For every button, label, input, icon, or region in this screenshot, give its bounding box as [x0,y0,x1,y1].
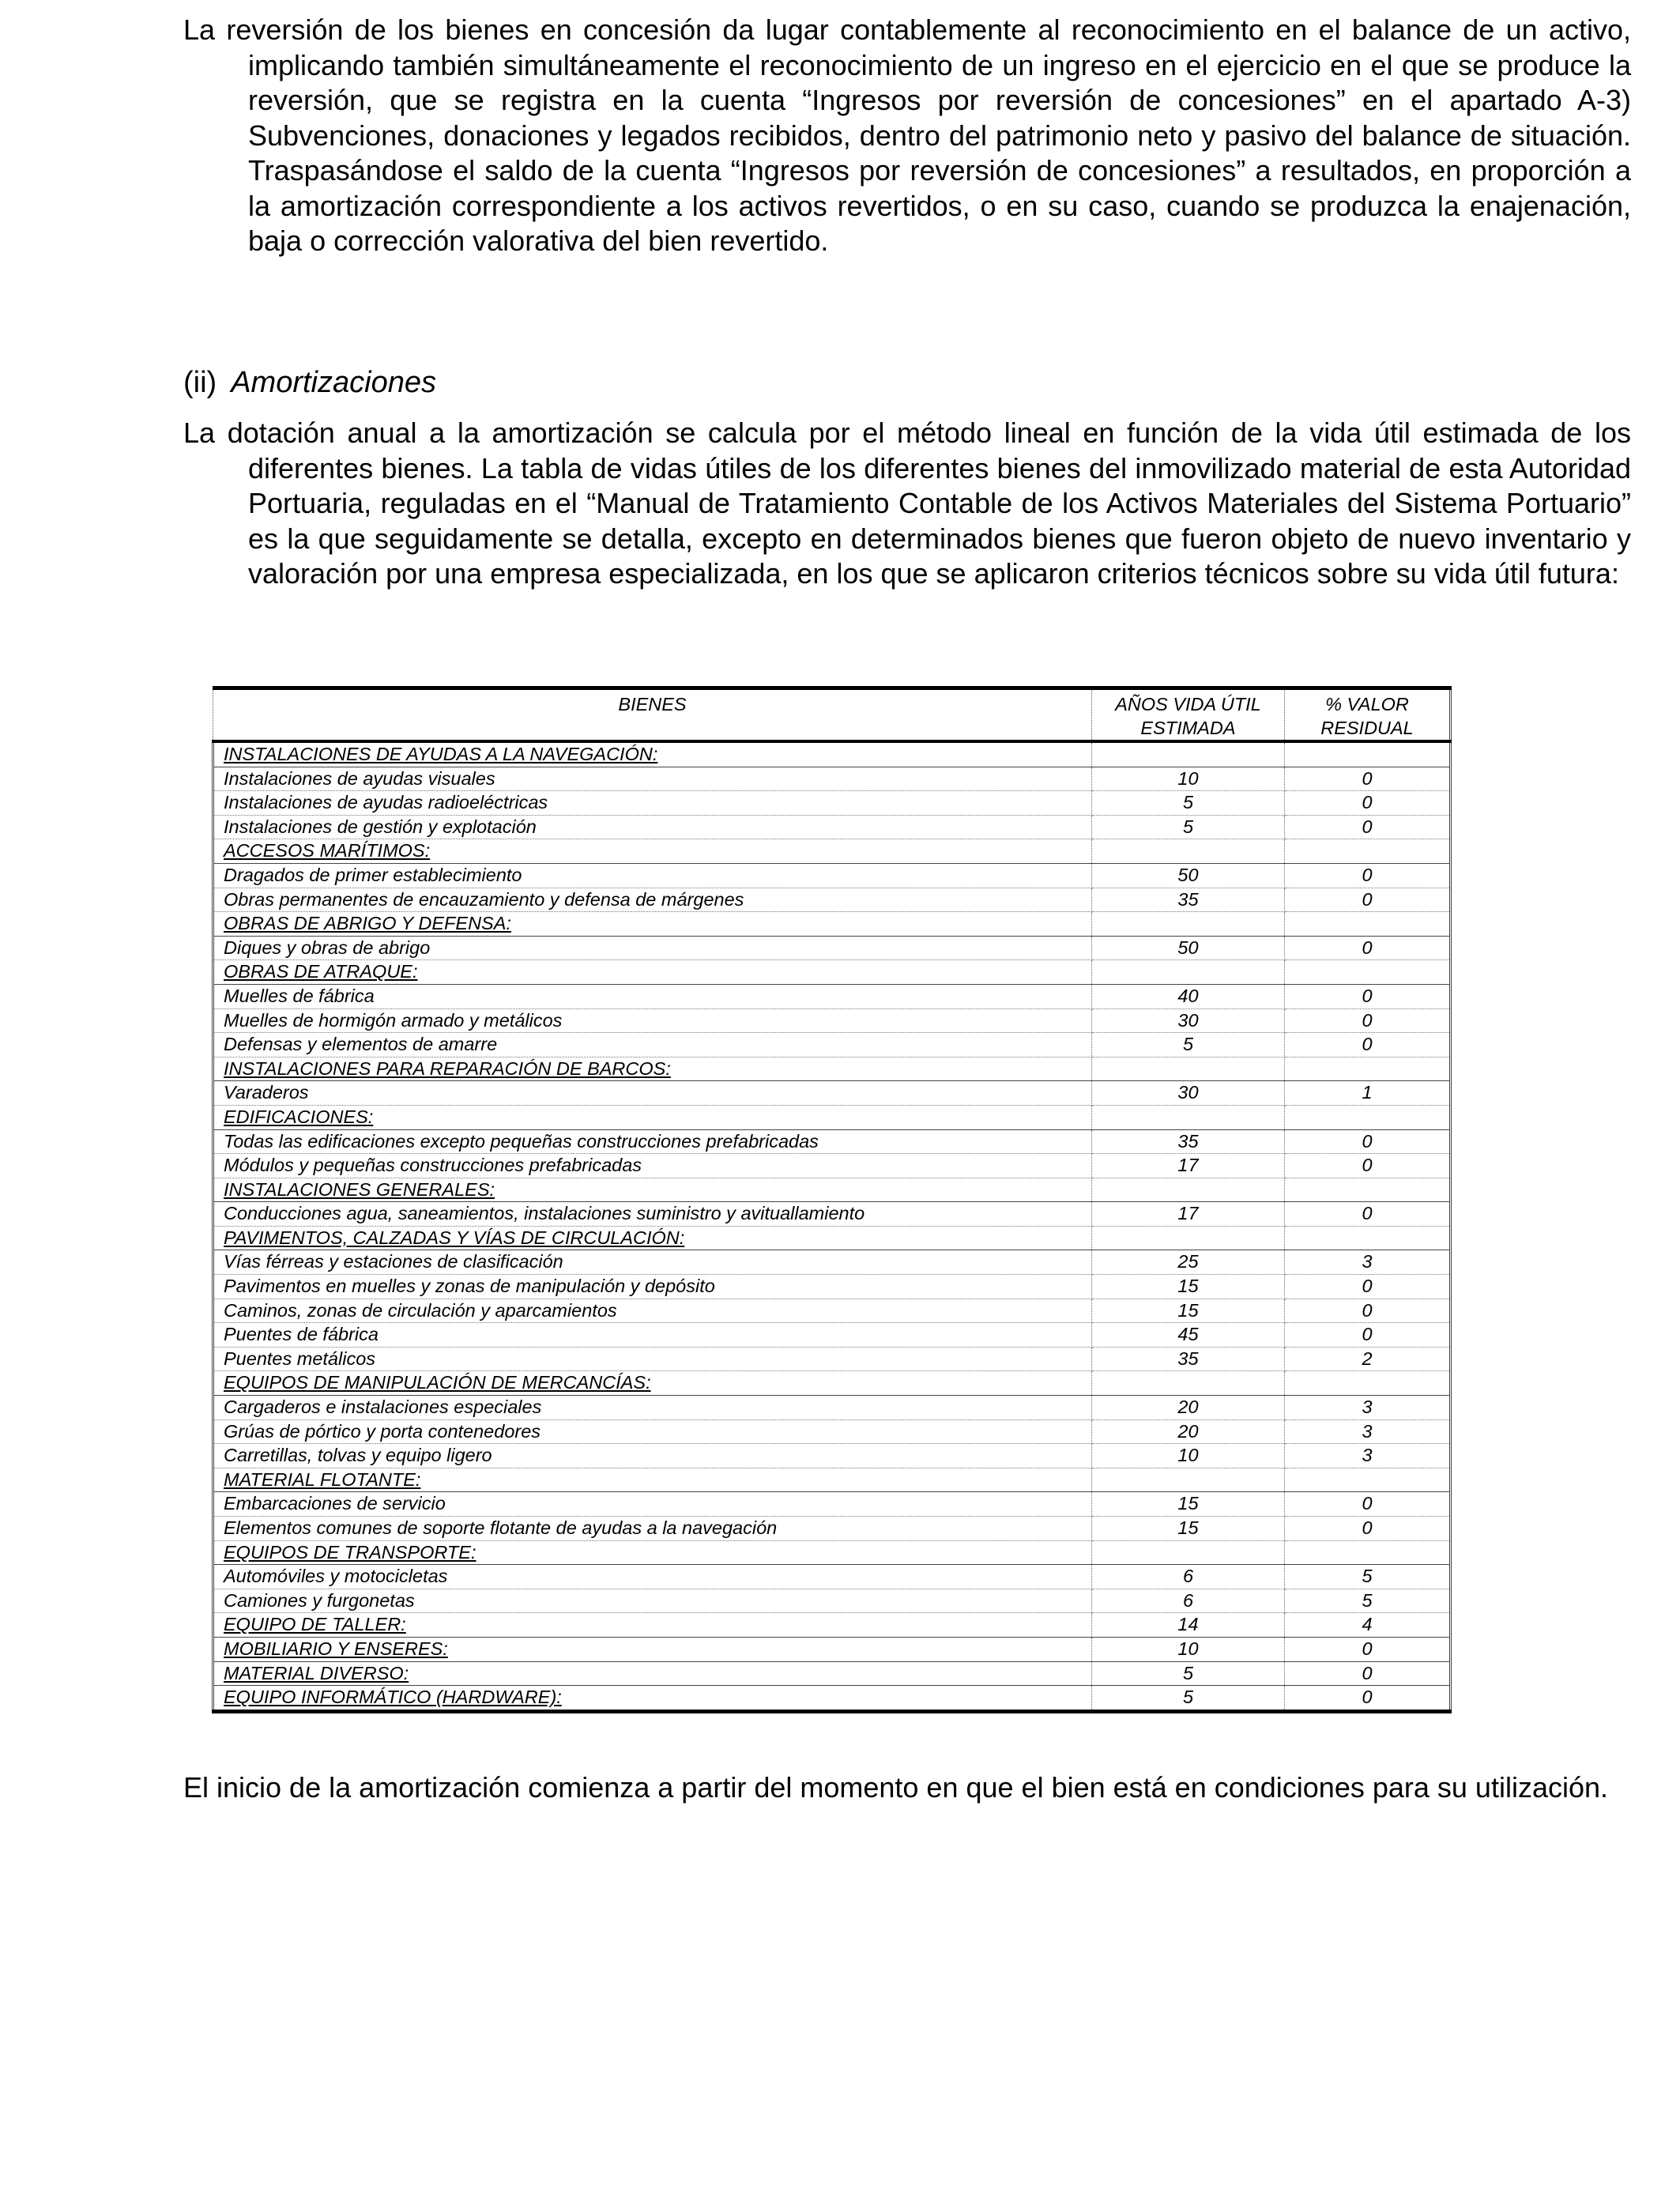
asset-label-cell: Pavimentos en muelles y zonas de manipulación y depósito [213,1275,1092,1299]
table-row [213,1347,1451,1371]
residual-value-cell [1285,1105,1451,1129]
table-row [213,1419,1451,1444]
useful-life-table [212,686,1452,1713]
table-row [213,1033,1451,1057]
header-residual [1285,688,1451,742]
asset-label-cell: Varaderos [213,1081,1092,1106]
useful-life-years-cell: 50 [1092,863,1285,888]
useful-life-years-cell [1092,1468,1285,1492]
residual-value-cell [1285,1226,1451,1250]
header-residual-line2: RESIDUAL [1320,718,1414,738]
table-row [213,1517,1451,1541]
asset-label-cell: MATERIAL DIVERSO: [213,1661,1092,1686]
table-section-row [213,960,1451,985]
table-row [213,1492,1451,1517]
table-section-row [213,1226,1451,1250]
useful-life-years-cell: 20 [1092,1396,1285,1420]
table-row [213,1154,1451,1178]
asset-label-cell: OBRAS DE ABRIGO Y DEFENSA: [213,912,1092,937]
table-row [213,1202,1451,1227]
useful-life-years-cell [1092,839,1285,864]
residual-value-cell: 5 [1285,1565,1451,1589]
table-row [213,1129,1451,1154]
useful-life-years-cell: 35 [1092,888,1285,912]
asset-label-cell: Vías férreas y estaciones de clasificación [213,1250,1092,1275]
useful-life-years-cell [1092,960,1285,985]
residual-value-cell: 0 [1285,815,1451,839]
useful-life-years-cell: 15 [1092,1299,1285,1323]
residual-value-cell: 0 [1285,1517,1451,1541]
useful-life-years-cell [1092,1540,1285,1565]
residual-value-cell [1285,912,1451,937]
residual-value-cell: 0 [1285,1661,1451,1686]
asset-label-cell: Muelles de hormigón armado y metálicos [213,1008,1092,1033]
table-section-row [213,1613,1451,1638]
residual-value-cell: 0 [1285,1299,1451,1323]
section-heading [183,365,436,400]
residual-value-cell: 0 [1285,888,1451,912]
table-section-row [213,1105,1451,1129]
useful-life-years-cell [1092,912,1285,937]
table-section-row [213,1686,1451,1712]
asset-label-cell: Instalaciones de gestión y explotación [213,815,1092,839]
table-section-row [213,1637,1451,1661]
useful-life-years-cell: 40 [1092,984,1285,1008]
asset-label-cell: Elementos comunes de soporte flotante de ayudas a la navegación [213,1517,1092,1541]
residual-value-cell [1285,1371,1451,1396]
residual-value-cell: 0 [1285,1154,1451,1178]
residual-value-cell: 0 [1285,1275,1451,1299]
useful-life-years-cell: 14 [1092,1613,1285,1638]
asset-label-cell: Puentes metálicos [213,1347,1092,1371]
residual-value-cell: 1 [1285,1081,1451,1106]
asset-label-cell: EDIFICACIONES: [213,1105,1092,1129]
paragraph-reversion: La reversión de los bienes en concesión da lugar contablemente al reconocimiento en el balance de un activo, implicando también simultáneamente el reconocimiento de un ingreso en el ejercicio en el que se produce la reversión, que se registra en la cuenta “Ingresos por reversión de concesiones” en el apartado A-3) Subvenciones, donaciones y legados recibidos, dentro del patrimonio neto y pasivo del balance de situación. Traspasándose el saldo de la cuenta “Ingresos por reversión de concesiones” a resultados, en proporción a la amortización correspondiente a los activos revertidos, o en su caso, cuando se produzca la enajenación, baja o corrección valorativa del bien revertido. [183,13,1631,257]
asset-label-cell: Camiones y furgonetas [213,1589,1092,1613]
asset-label-cell: EQUIPOS DE TRANSPORTE: [213,1540,1092,1565]
table-section-row [213,1178,1451,1202]
section-number: (ii) [183,366,217,399]
residual-value-cell: 0 [1285,863,1451,888]
table-row [213,791,1451,816]
table-row [213,1299,1451,1323]
residual-value-cell: 3 [1285,1419,1451,1444]
useful-life-years-cell [1092,1105,1285,1129]
asset-label-cell: ACCESOS MARÍTIMOS: [213,839,1092,864]
asset-label-cell: EQUIPO DE TALLER: [213,1613,1092,1638]
table-row [213,815,1451,839]
table-row [213,1565,1451,1589]
residual-value-cell: 0 [1285,1129,1451,1154]
useful-life-years-cell: 10 [1092,1637,1285,1661]
table-row [213,1250,1451,1275]
useful-life-years-cell: 6 [1092,1589,1285,1613]
useful-life-years-cell: 30 [1092,1081,1285,1106]
header-bienes: BIENES [213,688,1092,742]
table-row [213,984,1451,1008]
residual-value-cell [1285,960,1451,985]
asset-label-cell: Conducciones agua, saneamientos, instalaciones suministro y avituallamiento [213,1202,1092,1227]
asset-label-cell: Defensas y elementos de amarre [213,1033,1092,1057]
asset-label-cell: MATERIAL FLOTANTE: [213,1468,1092,1492]
asset-label-cell: Instalaciones de ayudas visuales [213,767,1092,791]
useful-life-years-cell [1092,1226,1285,1250]
residual-value-cell: 0 [1285,936,1451,960]
asset-label-cell: Muelles de fábrica [213,984,1092,1008]
useful-life-years-cell: 25 [1092,1250,1285,1275]
useful-life-years-cell: 35 [1092,1129,1285,1154]
asset-label-cell: EQUIPOS DE MANIPULACIÓN DE MERCANCÍAS: [213,1371,1092,1396]
table-row [213,1444,1451,1468]
useful-life-years-cell: 5 [1092,1033,1285,1057]
table-row [213,936,1451,960]
useful-life-years-cell: 5 [1092,815,1285,839]
useful-life-years-cell: 15 [1092,1492,1285,1517]
asset-label-cell: Diques y obras de abrigo [213,936,1092,960]
residual-value-cell: 0 [1285,1008,1451,1033]
table-section-row [213,1468,1451,1492]
useful-life-years-cell: 10 [1092,767,1285,791]
residual-value-cell: 0 [1285,791,1451,816]
useful-life-years-cell: 50 [1092,936,1285,960]
table-section-row [213,1371,1451,1396]
residual-value-cell [1285,1540,1451,1565]
asset-label-cell: Embarcaciones de servicio [213,1492,1092,1517]
table-row [213,1323,1451,1348]
asset-label-cell: Módulos y pequeñas construcciones prefabricadas [213,1154,1092,1178]
paragraph-closing: El inicio de la amortización comienza a partir del momento en que el bien está en condiciones para su utilización. [183,1771,1609,1804]
section-title: Amortizaciones [231,366,436,399]
useful-life-years-cell: 5 [1092,1661,1285,1686]
residual-value-cell: 0 [1285,1323,1451,1348]
table-header-row [213,688,1451,742]
table-row [213,1396,1451,1420]
useful-life-years-cell: 30 [1092,1008,1285,1033]
useful-life-years-cell: 20 [1092,1419,1285,1444]
header-residual-line1: % VALOR [1325,694,1409,714]
useful-life-years-cell: 10 [1092,1444,1285,1468]
asset-label-cell: OBRAS DE ATRAQUE: [213,960,1092,985]
asset-label-cell: Cargaderos e instalaciones especiales [213,1396,1092,1420]
useful-life-years-cell: 5 [1092,1686,1285,1712]
useful-life-years-cell: 17 [1092,1202,1285,1227]
useful-life-years-cell: 15 [1092,1517,1285,1541]
table-section-row [213,1661,1451,1686]
table-row [213,863,1451,888]
header-years [1092,688,1285,742]
table-row [213,888,1451,912]
asset-label-cell: INSTALACIONES GENERALES: [213,1178,1092,1202]
table-row [213,1008,1451,1033]
table-row [213,1589,1451,1613]
asset-label-cell: Automóviles y motocicletas [213,1565,1092,1589]
residual-value-cell [1285,1057,1451,1081]
residual-value-cell: 0 [1285,1686,1451,1712]
asset-label-cell: Puentes de fábrica [213,1323,1092,1348]
asset-label-cell: Carretillas, tolvas y equipo ligero [213,1444,1092,1468]
useful-life-years-cell: 45 [1092,1323,1285,1348]
header-years-line1: AÑOS VIDA ÚTIL [1115,694,1261,714]
asset-label-cell: INSTALACIONES DE AYUDAS A LA NAVEGACIÓN: [213,741,1092,767]
residual-value-cell: 0 [1285,984,1451,1008]
residual-value-cell: 3 [1285,1396,1451,1420]
residual-value-cell: 0 [1285,1033,1451,1057]
useful-life-years-cell: 6 [1092,1565,1285,1589]
table-section-row [213,1057,1451,1081]
useful-life-years-cell: 5 [1092,791,1285,816]
residual-value-cell [1285,741,1451,767]
residual-value-cell: 0 [1285,1492,1451,1517]
asset-label-cell: MOBILIARIO Y ENSERES: [213,1637,1092,1661]
residual-value-cell [1285,1178,1451,1202]
asset-label-cell: INSTALACIONES PARA REPARACIÓN DE BARCOS: [213,1057,1092,1081]
paragraph-amortization: La dotación anual a la amortización se calcula por el método lineal en función de la vida útil estimada de los diferentes bienes. La tabla de vidas útiles de los diferentes bienes del inmovilizado material de esta Autoridad Portuaria, reguladas en el “Manual de Tratamiento Contable de los Activos Materiales del Sistema Portuario” es la que seguidamente se detalla, excepto en determinados bienes que fueron objeto de nuevo inventario y valoración por una empresa especializada, en los que se aplicaron criterios técnicos sobre su vida útil futura: [183,417,1631,590]
asset-label-cell: Instalaciones de ayudas radioeléctricas [213,791,1092,816]
residual-value-cell: 2 [1285,1347,1451,1371]
table-body [213,741,1451,1711]
residual-value-cell [1285,1468,1451,1492]
useful-life-years-cell: 35 [1092,1347,1285,1371]
useful-life-years-cell [1092,1371,1285,1396]
residual-value-cell: 3 [1285,1250,1451,1275]
table-section-row [213,741,1451,767]
header-years-line2: ESTIMADA [1140,718,1236,738]
useful-life-years-cell [1092,1057,1285,1081]
residual-value-cell: 0 [1285,767,1451,791]
asset-label-cell: Todas las edificaciones excepto pequeñas construcciones prefabricadas [213,1129,1092,1154]
table-section-row [213,912,1451,937]
asset-label-cell: Dragados de primer establecimiento [213,863,1092,888]
asset-label-cell: PAVIMENTOS, CALZADAS Y VÍAS DE CIRCULACIÓN: [213,1226,1092,1250]
residual-value-cell: 3 [1285,1444,1451,1468]
table-section-row [213,839,1451,864]
table-section-row [213,1540,1451,1565]
residual-value-cell: 4 [1285,1613,1451,1638]
useful-life-years-cell [1092,1178,1285,1202]
asset-label-cell: Caminos, zonas de circulación y aparcamientos [213,1299,1092,1323]
table-row [213,1275,1451,1299]
residual-value-cell: 5 [1285,1589,1451,1613]
table-row [213,1081,1451,1106]
useful-life-years-cell [1092,741,1285,767]
residual-value-cell: 0 [1285,1202,1451,1227]
useful-life-years-cell: 17 [1092,1154,1285,1178]
residual-value-cell [1285,839,1451,864]
table-row [213,767,1451,791]
residual-value-cell: 0 [1285,1637,1451,1661]
asset-label-cell: EQUIPO INFORMÁTICO (HARDWARE): [213,1686,1092,1712]
asset-label-cell: Obras permanentes de encauzamiento y defensa de márgenes [213,888,1092,912]
asset-label-cell: Grúas de pórtico y porta contenedores [213,1419,1092,1444]
useful-life-years-cell: 15 [1092,1275,1285,1299]
